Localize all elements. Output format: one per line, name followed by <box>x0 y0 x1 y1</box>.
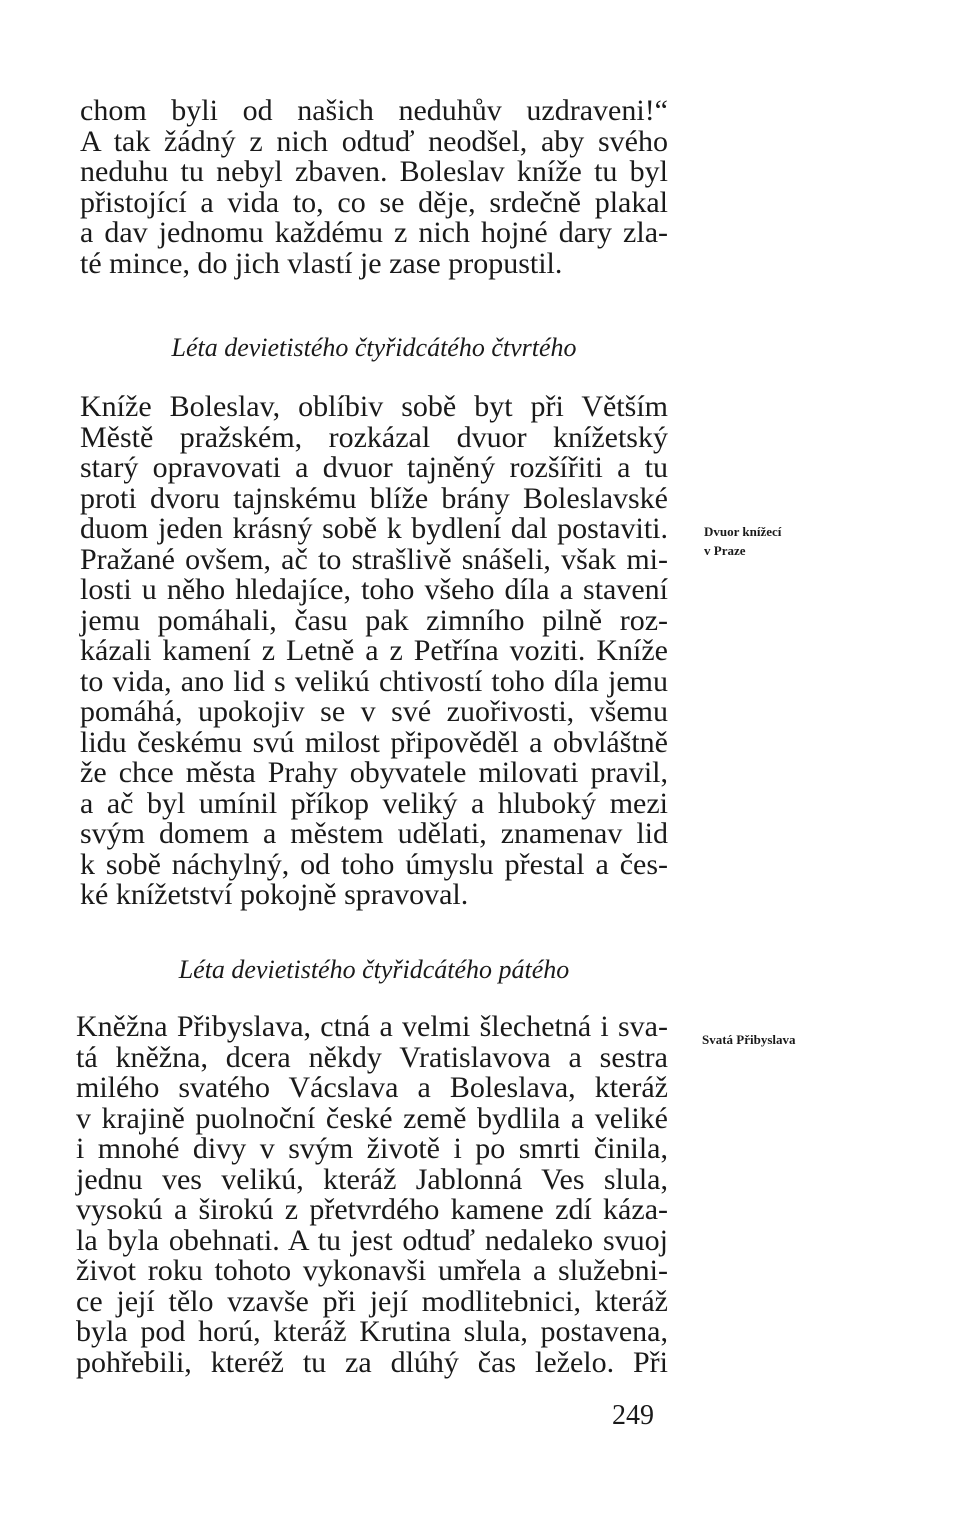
text-line: v krajině puolnoční české země bydlila a veliké <box>76 1101 668 1135</box>
text-line: Kněžna Přibyslava, ctná a velmi šlechetná i sva- <box>76 1010 668 1043</box>
text-line: život roku tohoto vykonavši umřela a služebni- <box>76 1254 668 1287</box>
text-line: Městě pražském, rozkázal dvuor knížetský <box>80 420 668 454</box>
margin-note-line: Dvuor knížecí <box>704 524 782 539</box>
paragraph-1 <box>80 96 668 279</box>
text-line: chom byli od našich neduhův uzdraveni!“ <box>80 94 668 127</box>
text-line: i mnohé divy v svým životě i po smrti činila, <box>76 1132 668 1165</box>
text-line: že chce města Prahy obyvatele milovati pravil, <box>80 756 668 789</box>
section-heading-1: Léta devietistého čtyřidcátého čtvrtého <box>171 333 577 362</box>
text-line: losti u něho hledajíce, toho všeho díla a stavení <box>80 573 668 606</box>
text-line: tá kněžna, dcera někdy Vratislavova a sestra <box>76 1040 668 1074</box>
text-line: jednu ves velikú, kteráž Jablonná Ves slula, <box>76 1162 668 1196</box>
text-line: Kníže Boleslav, oblíbiv sobě byt při Větším <box>80 390 668 423</box>
text-line: proti dvoru tajnskému blíže brány Boleslavské <box>80 481 668 515</box>
paragraph-3 <box>76 1012 668 1378</box>
section-heading-2: Léta devietistého čtyřidcátého pátého <box>178 955 570 984</box>
text-line: k sobě náchylný, od toho úmyslu přestal a čes- <box>80 847 668 881</box>
text-line: pohřebili, kteréž tu za dlúhý čas leželo. Při <box>76 1345 668 1379</box>
paragraph-2 <box>80 392 668 911</box>
text-line: a dav jednomu každému z nich hojné dary zla- <box>80 216 668 249</box>
text-line: Pražané ovšem, ač to strašlivě snášeli, však mi- <box>80 542 668 576</box>
text-line: starý opravovati a dvuor tajněný rozšířiti a tu <box>80 451 668 484</box>
text-line: byla pod horú, kteráž Krutina slula, postavena, <box>76 1315 668 1348</box>
text-line: jemu pomáhali, času pak zimního pilně roz- <box>80 603 668 637</box>
text-line: vysokú a širokú z přetvrdého kamene zdí káza- <box>76 1193 668 1226</box>
margin-note-1 <box>704 522 781 560</box>
text-line: la byla obehnati. A tu jest odtuď nedaleko svuoj <box>76 1223 668 1257</box>
margin-note-line: v Praze <box>704 543 746 558</box>
text-line: kázali kamení z Letně a z Petřína voziti. Kníže <box>80 634 668 667</box>
text-line: to vida, ano lid s velikú chtivostí toho díla jemu <box>80 664 668 698</box>
page-number: 249 <box>612 1400 654 1431</box>
text-line: milého svatého Vácslava a Boleslava, kteráž <box>76 1071 668 1104</box>
text-line: svým domem a městem udělati, znamenav lid <box>80 817 668 850</box>
margin-note-line: Svatá Přibyslava <box>702 1032 796 1047</box>
text-line: ké knížetství pokojně spravoval. <box>80 878 469 911</box>
text-line: pomáhá, upokojiv se v své zuořivosti, všemu <box>80 695 668 728</box>
text-line: duom jeden krásný sobě k bydlení dal postaviti. <box>80 512 668 545</box>
text-line: lidu českému svú milost připověděl a obvláštně <box>80 725 668 759</box>
text-line: té mince, do jich vlastí je zase propustil. <box>80 246 563 280</box>
text-line: a ač byl umínil příkop veliký a hluboký mezi <box>80 786 668 820</box>
margin-note-2 <box>702 1030 796 1049</box>
text-line: A tak žádný z nich odtuď neodšel, aby svého <box>80 124 668 158</box>
text-line: přistojící a vida to, co se děje, srdečně plakal <box>80 185 668 219</box>
text-line: neduhu tu nebyl zbaven. Boleslav kníže tu byl <box>80 155 668 188</box>
text-line: ce její tělo vzavše při její modlitebnici, kteráž <box>76 1284 668 1318</box>
